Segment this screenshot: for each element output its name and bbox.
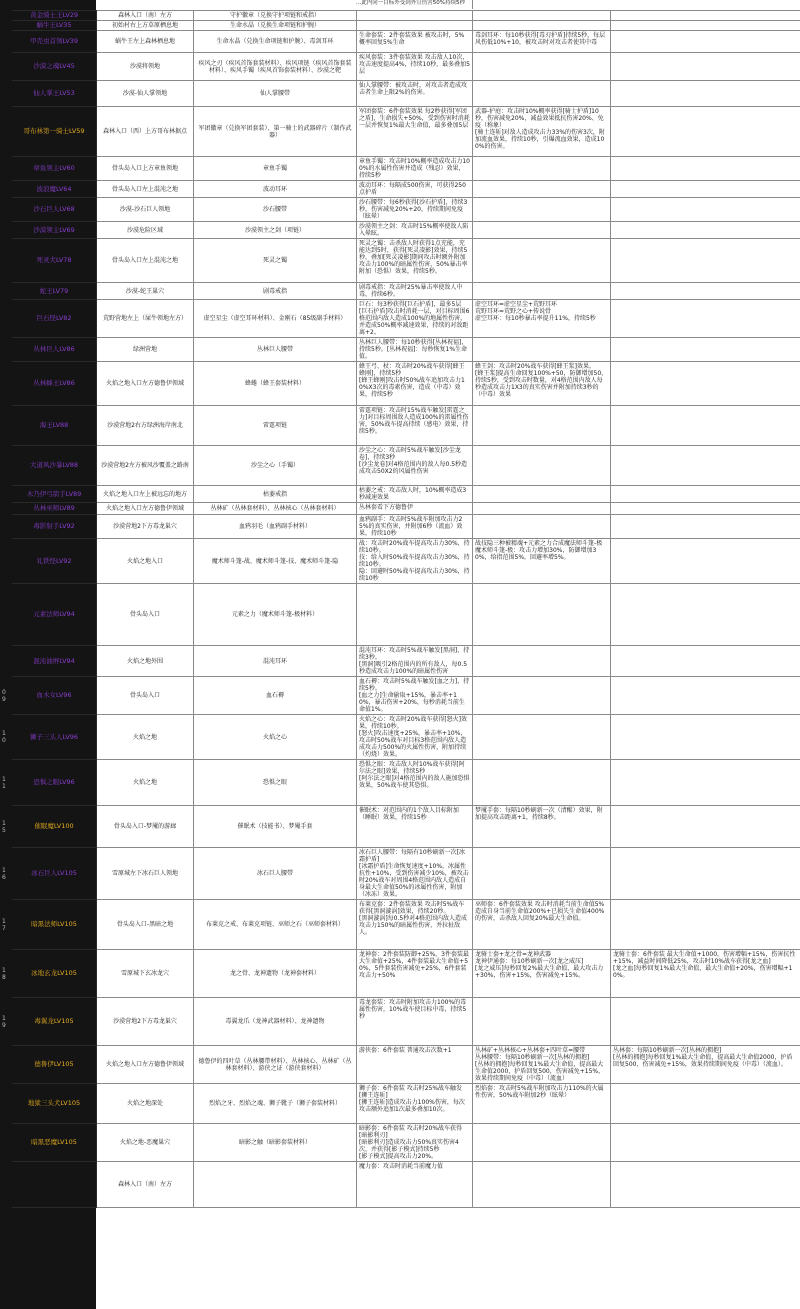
extra-effect-cell bbox=[611, 283, 800, 300]
extra-effect-cell bbox=[611, 222, 800, 239]
drop-item-cell: 血石褥 bbox=[194, 677, 357, 715]
location-cell: 沙漠-蛇王巢穴 bbox=[97, 283, 194, 300]
location-cell: 骨头岛入口左上混沌之地 bbox=[97, 181, 194, 198]
effect-cell bbox=[357, 11, 473, 21]
row-number-cell bbox=[1, 81, 12, 107]
table-row bbox=[1, 950, 800, 998]
effect-cell: 仙人掌腰带：被攻击时，对攻击者造成攻击者生命上限2%的伤害。 bbox=[357, 81, 473, 107]
effect-cell: 游侠套：6件套装 普通攻击次数+1 bbox=[357, 1046, 473, 1084]
extra-effect-cell bbox=[611, 81, 800, 107]
table-row bbox=[1, 181, 800, 198]
set-effect-cell: 梦魇手套：每隔10秒刷新一次（清醒）效果，附加提高攻击距离+1，持续8秒。 bbox=[473, 806, 611, 848]
set-effect-cell bbox=[473, 446, 611, 486]
drop-item-cell: 波动耳环 bbox=[194, 181, 357, 198]
drop-item-cell: 混沌耳环 bbox=[194, 646, 357, 677]
boss-name-cell: 催眠魔LV100 bbox=[12, 806, 97, 848]
boss-name-cell: 毒影射手LV92 bbox=[12, 515, 97, 539]
drop-item-cell: 火焰之心 bbox=[194, 715, 357, 760]
set-effect-cell bbox=[473, 646, 611, 677]
effect-cell: 疾风套装：3件套装效果 攻击敌人10次，攻击速度提高4%，持续10秒，最多叠加5层 bbox=[357, 53, 473, 81]
effect-cell: 狮子套：6件套装 攻击时25%战车触发[狮王连斩] [狮王连斩]造成攻击力100%伤害，每次攻击额外追加1次最多叠加10次。 bbox=[357, 1084, 473, 1124]
drop-item-cell: 冰石巨人腰带 bbox=[194, 848, 357, 900]
boss-name-cell: 狮子三头人LV96 bbox=[12, 715, 97, 760]
row-number-cell bbox=[1, 446, 12, 486]
effect-cell: 蜂王弓、杖：攻击时20%战车获得[蜂王蜂刚]，持续5秒 [蜂王蜂刚]攻击时50%战车追加攻击力10%X3次的毒素伤害，造成（中毒）效果，持续5秒 bbox=[357, 362, 473, 406]
set-effect-cell bbox=[473, 11, 611, 21]
table-row bbox=[1, 1084, 800, 1124]
table-row bbox=[1, 21, 800, 31]
effect-cell: 催眠术：对范围内的1个敌人目标附加（睡眠）效果，持续15秒 bbox=[357, 806, 473, 848]
location-cell: 雪原城左下冰石巨人领地 bbox=[97, 848, 194, 900]
extra-effect-cell bbox=[611, 300, 800, 338]
set-effect-cell bbox=[473, 715, 611, 760]
extra-effect-cell bbox=[611, 239, 800, 283]
boss-name-cell: 暗黑法师LV105 bbox=[12, 900, 97, 950]
extra-effect-cell bbox=[611, 31, 800, 53]
table-row bbox=[1, 53, 800, 81]
boss-name-cell: 仙人掌王LV53 bbox=[12, 81, 97, 107]
row-number-cell bbox=[1, 300, 12, 338]
location-cell: 雪原城下玄冰龙穴 bbox=[97, 950, 194, 998]
location-cell: 火焰之地外围 bbox=[97, 646, 194, 677]
table-row bbox=[1, 283, 800, 300]
row-number-cell bbox=[1, 486, 12, 503]
drop-item-cell: 蜂蜷（蜂王套装材料） bbox=[194, 362, 357, 406]
row-number-cell bbox=[1, 1124, 12, 1162]
table-row bbox=[1, 157, 800, 181]
drop-item-cell: 元素之力（魔术师斗篷-极材料） bbox=[194, 584, 357, 646]
boss-name-cell: 德鲁伊LV105 bbox=[12, 1046, 97, 1084]
drop-item-cell: 虚空星尘（虚空耳环材料）、金刚石（85级副手材料） bbox=[194, 300, 357, 338]
boss-name-cell: 冰地玄龙LV105 bbox=[12, 950, 97, 998]
drop-item-cell: 生命水晶（兑换生命项链和护腕）、毒剑耳环 bbox=[194, 31, 357, 53]
effect-cell bbox=[357, 21, 473, 31]
extra-effect-cell bbox=[611, 1084, 800, 1124]
boss-name-cell bbox=[12, 1162, 97, 1208]
extra-effect-cell bbox=[611, 584, 800, 646]
boss-name-cell: 沙漠之魂LV45 bbox=[12, 53, 97, 81]
table-row bbox=[1, 715, 800, 760]
extra-effect-cell bbox=[611, 107, 800, 157]
effect-cell: 丛林巨人腰带：每10秒获得[丛林祝福]，持续5秒。[丛林祝福]：每秒恢复1%生命值。 bbox=[357, 338, 473, 362]
extra-effect-cell: 龙骑士套：6件套装 最大生命值+1000，伤害增幅+15%，伤害抗性+15%，减益时间降低25%，攻击时10%战车获得[龙之血] [龙之血]每秒回复1%最大生命值，最大生命值+20%，伤害增幅+10%。 bbox=[611, 950, 800, 998]
drop-item-cell: 沙漠领主之剑（项链） bbox=[194, 222, 357, 239]
boss-name-cell: 黄金骑士王LV29 bbox=[12, 11, 97, 21]
drop-item-cell: 枯萎戒指 bbox=[194, 486, 357, 503]
row-number-cell: 15 bbox=[1, 806, 12, 848]
row-number-cell bbox=[1, 515, 12, 539]
location-cell: 绿洲营地 bbox=[97, 338, 194, 362]
extra-effect-cell bbox=[611, 677, 800, 715]
table-row bbox=[1, 760, 800, 806]
row-number-cell bbox=[1, 239, 12, 283]
location-cell: 荒野营地左上（屎牛领地左方） bbox=[97, 300, 194, 338]
table-row bbox=[1, 848, 800, 900]
boss-name-cell: 毒翼龙LV105 bbox=[12, 998, 97, 1046]
table-row bbox=[1, 486, 800, 503]
drop-item-cell: 毒翼龙爪（龙神武器材料）、龙神遗物 bbox=[194, 998, 357, 1046]
set-effect-cell bbox=[473, 283, 611, 300]
set-effect-cell bbox=[473, 998, 611, 1046]
extra-effect-cell bbox=[611, 715, 800, 760]
row-number-cell bbox=[1, 181, 12, 198]
effect-cell: 魔力套：攻击时消耗当前魔力值 bbox=[357, 1162, 473, 1208]
effect-cell: 沙漠领主之剑：攻击时15%概率使敌人陷入晕眩。 bbox=[357, 222, 473, 239]
effect-cell: 军团套装：6件套装效果 每2秒获得[军团之盾]，生命损失+50%，受到伤害时消耗一层并恢复1%最大生命值，最多叠加5层 bbox=[357, 107, 473, 157]
location-cell: 骨头岛入口 bbox=[97, 677, 194, 715]
row-number-cell bbox=[1, 1162, 12, 1208]
row-number-cell bbox=[1, 283, 12, 300]
drop-item-cell: 恐惧之眼 bbox=[194, 760, 357, 806]
location-cell: 火焰之地入口左方德鲁伊领域 bbox=[97, 503, 194, 515]
extra-effect-cell bbox=[611, 157, 800, 181]
boss-name-cell: 巨石怪LV82 bbox=[12, 300, 97, 338]
boss-name-cell: 礼铁怪LV92 bbox=[12, 539, 97, 584]
drop-item-cell: 生命水晶（兑换生命项链和护腕） bbox=[194, 21, 357, 31]
table-row bbox=[1, 1124, 800, 1162]
set-effect-cell bbox=[473, 1124, 611, 1162]
drop-item-cell: 烈焰之牙、烈焰之魂、狮子靴子（狮子套装材料） bbox=[194, 1084, 357, 1124]
row-number-cell bbox=[1, 157, 12, 181]
effect-cell: 毒龙套装：攻击时附加攻击力100%的毒属性伤害，10%战车使目标中毒，持续5秒 bbox=[357, 998, 473, 1046]
row-number-cell: 17 bbox=[1, 900, 12, 950]
effect-cell: 剧毒戒指：攻击时25%暴击率使敌人中毒，持续6秒。 bbox=[357, 283, 473, 300]
table-row bbox=[1, 222, 800, 239]
table-row bbox=[1, 31, 800, 53]
set-effect-cell bbox=[473, 198, 611, 222]
drop-item-cell: 暗影之触（暗影套装材料） bbox=[194, 1124, 357, 1162]
table-row bbox=[1, 81, 800, 107]
boss-name-cell: 沙漠领主LV69 bbox=[12, 222, 97, 239]
location-cell: 骨头岛入口 bbox=[97, 584, 194, 646]
extra-effect-cell bbox=[611, 198, 800, 222]
table-row bbox=[1, 677, 800, 715]
table-row bbox=[1, 900, 800, 950]
extra-effect-cell bbox=[611, 646, 800, 677]
set-effect-cell bbox=[473, 584, 611, 646]
drop-item-cell: 血鸦羽毛（血鸦副手材料） bbox=[194, 515, 357, 539]
effect-cell: 战：攻击时20%战车提高攻击力30%，持续10秒。 技：给入时50%战车提高攻击力30%，持续10秒。 隐：回避时50%战车提高攻击力30%，持续10秒 bbox=[357, 539, 473, 584]
effect-cell: 恐惧之眼：攻击敌人时10%战车获得[阿尔法之眼]效果，持续5秒 [阿尔法之眼]对4格范围内的敌人施加恐惧效果，50%战车使其恐惧。 bbox=[357, 760, 473, 806]
row-number-cell bbox=[1, 539, 12, 584]
drop-item-cell: 沙尘之心（手镯） bbox=[194, 446, 357, 486]
row-number-cell bbox=[1, 646, 12, 677]
row-number-cell: 11 bbox=[1, 760, 12, 806]
extra-effect-cell bbox=[611, 486, 800, 503]
boss-name-cell: 海王LV88 bbox=[12, 406, 97, 446]
row-number-cell bbox=[1, 31, 12, 53]
extra-effect-cell bbox=[611, 900, 800, 950]
table-row bbox=[1, 198, 800, 222]
boss-name-cell: 死灵犬LV78 bbox=[12, 239, 97, 283]
location-cell: 蜗牛王左上森林栖息地 bbox=[97, 31, 194, 53]
row-number-cell bbox=[1, 11, 12, 21]
effect-cell: 巨石：每3秒获得[巨石护盾]，最多5层 [巨石护盾]攻击时消耗一层，对目标周围6格范围内敌人造成100%的地属性伤害，并造成50%概率减速效果，持续的对敌距离+2。 bbox=[357, 300, 473, 338]
set-effect-cell bbox=[473, 222, 611, 239]
boss-name-cell: 哥布林第一骑士LV59 bbox=[12, 107, 97, 157]
boss-name-cell: 丛林巨人LV86 bbox=[12, 338, 97, 362]
effect-cell: 火焰之心：攻击时20%战车获得[怒火]效果，持续10秒。 [怒火]攻击速度+25%，暴击率+10%，攻击时50%战车对目标3格范围内敌人造成攻击力500%的火属性伤害，附加持续（灼烧）效果。 bbox=[357, 715, 473, 760]
extra-effect-cell bbox=[611, 539, 800, 584]
row-number-cell bbox=[1, 503, 12, 515]
extra-effect-cell bbox=[611, 998, 800, 1046]
drop-item-cell: 布莱克之戒、布莱克项链、巫师之石（巫师套材料） bbox=[194, 900, 357, 950]
location-cell: 火焰之地入口 bbox=[97, 539, 194, 584]
drop-item-cell: 催眠术（技能书）、梦魇手套 bbox=[194, 806, 357, 848]
boss-name-cell: 蜗牛王LV35 bbox=[12, 21, 97, 31]
boss-name-cell: 元素法师LV94 bbox=[12, 584, 97, 646]
effect-cell: 暗影套：6件套装 攻击时20%战车获得[暗影利刃] [暗影利刃]造成攻击力50%真实伤害4次，并获得[影子模式]持续5秒 [影子模式]提高攻击力20%。 bbox=[357, 1124, 473, 1162]
drop-item-cell: 魔术师斗篷-战、魔术师斗篷-技、魔术师斗篷-隐 bbox=[194, 539, 357, 584]
row-number-cell bbox=[1, 584, 12, 646]
set-effect-cell bbox=[473, 338, 611, 362]
effect-cell: 雷霆项链：攻击时15%战车触发[雷霆之力]对目标周围敌人造成100%的雷属性伤害，50%战车提高持续（感电）效果，持续5秒。 bbox=[357, 406, 473, 446]
row-number-cell: 10 bbox=[1, 715, 12, 760]
row-number-cell bbox=[1, 362, 12, 406]
location-cell: 火焰之地 bbox=[97, 760, 194, 806]
effect-cell: 枯萎之戒：攻击敌人时，10%概率造成3秒减速效果 bbox=[357, 486, 473, 503]
boss-name-cell: 血木女LV96 bbox=[12, 677, 97, 715]
location-cell: 沙漠营地2下方毒龙巢穴 bbox=[97, 515, 194, 539]
drop-item-cell: 守护徽章（兑换守护项链和戒指） bbox=[194, 11, 357, 21]
drop-item-cell: 德鲁伊的四叶草（丛林腰带材料）、丛林核心、丛林矿（丛林套材料）、游侠之证（游侠套材料） bbox=[194, 1046, 357, 1084]
row-number-cell bbox=[1, 222, 12, 239]
boss-drop-table bbox=[0, 10, 800, 1208]
extra-effect-cell bbox=[611, 446, 800, 486]
extra-effect-cell bbox=[611, 338, 800, 362]
row-number-cell bbox=[1, 1046, 12, 1084]
drop-item-cell: 雷霆项链 bbox=[194, 406, 357, 446]
extra-effect-cell bbox=[611, 515, 800, 539]
location-cell: 骨头岛入口-黑暗之地 bbox=[97, 900, 194, 950]
extra-effect-cell bbox=[611, 181, 800, 198]
table-row bbox=[1, 503, 800, 515]
location-cell: 火焰之地-恶魔巢穴 bbox=[97, 1124, 194, 1162]
table-row bbox=[1, 515, 800, 539]
boss-name-cell: 蛇王LV79 bbox=[12, 283, 97, 300]
effect-cell: 龙神套：2件套装防御+25%，3件套装最大生命值+25%，4件套装最大生命值+50%，5件套装伤害减免+25%，6件套装攻击力+50% bbox=[357, 950, 473, 998]
row-number-cell bbox=[1, 198, 12, 222]
set-effect-cell: 武器-护庭：攻击时10%概率获得[骑士护盾]10秒，伤害减免20%，减益效果抵抗伤害20%、免疫（称象） [骑士连斩]对敌人造成攻击力33%的伤害3次，附加流血效果，持续10秒，引爆流血效果，造成100%的伤害。 bbox=[473, 107, 611, 157]
drop-item-cell: 军团徽章（兑换军团套装）、第一骑士的武器碎片（制作武器） bbox=[194, 107, 357, 157]
extra-effect-cell bbox=[611, 1162, 800, 1208]
set-effect-cell: 巫师套：6件套装效果 攻击时消耗当前生命值5%造成自身当前生命值200%+已损失生命值400%的伤害，击杀敌人回复20%最大生命值。 bbox=[473, 900, 611, 950]
set-effect-cell: 毒剑耳环：每10秒获得[毒刃护盾]持续5秒，每层风伤低10%+10，被攻击时对攻击者使其中毒 bbox=[473, 31, 611, 53]
location-cell: 沙漠-仙人掌领地 bbox=[97, 81, 194, 107]
effect-cell: 冰石巨人腰带：每隔有10秒刷新一次[冰霜护盾] [冰霜护盾]生命恢复速度+10%，冰属性抗性+10%，受到伤害减少10%，被攻击时20%战车对周围4格范围内敌人造成自身最大生命值50%的冰属性伤害，附加（冰冻）效果。 bbox=[357, 848, 473, 900]
effect-cell: 布莱克套：2件套装效果 攻击时5%战车获得[黑洞漩涡]效果，持续20秒。 [黑洞漩涡]每0.5秒对4格范围内敌人造成攻击力150%的暗属性伤害，并拉扯敌人。 bbox=[357, 900, 473, 950]
effect-cell bbox=[357, 584, 473, 646]
effect-cell: 章鱼手镯：攻击时10%概率造成攻击力100%的水属性伤害并造成（残忍）效果，持续5秒 bbox=[357, 157, 473, 181]
location-cell: 沙漠营地2下方毒龙巢穴 bbox=[97, 998, 194, 1046]
drop-item-cell: 疾风之刃（疾风首饰套装材料）、疾风项链（疾风首饰套装材料）、疾风手镯（疾风首饰套装材料）、沙漠之靶 bbox=[194, 53, 357, 81]
set-effect-cell bbox=[473, 677, 611, 715]
location-cell: 火焰之地 bbox=[97, 715, 194, 760]
top-cut-fragment: ...此内同一目标外受到外宣伤害50%持续5秒 bbox=[356, 0, 473, 9]
extra-effect-cell bbox=[611, 53, 800, 81]
boss-name-cell: 冰石巨人LV105 bbox=[12, 848, 97, 900]
row-number-cell bbox=[1, 406, 12, 446]
set-effect-cell bbox=[473, 486, 611, 503]
drop-item-cell: 剧毒戒指 bbox=[194, 283, 357, 300]
row-number-cell: 16 bbox=[1, 848, 12, 900]
location-cell: 火焰之地入口左方德鲁伊领域 bbox=[97, 1046, 194, 1084]
boss-name-cell: 波浪魔LV64 bbox=[12, 181, 97, 198]
location-cell: 骨头岛入口上方章鱼领地 bbox=[97, 157, 194, 181]
location-cell: 初始村右上方草原栖息地 bbox=[97, 21, 194, 31]
effect-cell: 沙尘之心：攻击时5%战车触发[沙尘龙卷]，持续3秒 [沙尘龙卷]对4格范围内的敌人每0.5秒造成攻击50X2的风属性伤害 bbox=[357, 446, 473, 486]
boss-name-cell: 地狱三头犬LV105 bbox=[12, 1084, 97, 1124]
effect-cell: 沙石腰带：每6秒获得[沙石护盾]，持续3秒，伤害减免20%+20，持续期间免疫（眩晕） bbox=[357, 198, 473, 222]
drop-item-cell: 龙之骨、龙神遗物（龙神套材料） bbox=[194, 950, 357, 998]
location-cell: 森林入口（南）左方 bbox=[97, 11, 194, 21]
location-cell: 沙漠危险区域 bbox=[97, 222, 194, 239]
row-number-cell: 18 bbox=[1, 950, 12, 998]
location-cell: 森林入口（西）上方哥布林据点 bbox=[97, 107, 194, 157]
table-row bbox=[1, 406, 800, 446]
row-number-cell bbox=[1, 21, 12, 31]
set-effect-cell bbox=[473, 1162, 611, 1208]
drop-item-cell: 章鱼手镯 bbox=[194, 157, 357, 181]
extra-effect-cell bbox=[611, 806, 800, 848]
boss-name-cell: 暗黑恶魔LV105 bbox=[12, 1124, 97, 1162]
extra-effect-cell bbox=[611, 1124, 800, 1162]
effect-cell: 生命套装：2件套装效果 被攻击时，5%概率回复5%生命 bbox=[357, 31, 473, 53]
table-row bbox=[1, 107, 800, 157]
effect-cell: 混沌耳环：攻击时5%战车触发[黑洞]，持续3秒。 [黑洞]吸引2格范围内的所有敌人，每0.5秒造成攻击力100%的暗属性伤害 bbox=[357, 646, 473, 677]
set-effect-cell bbox=[473, 181, 611, 198]
boss-name-cell: 恐惧之眼LV96 bbox=[12, 760, 97, 806]
table-row bbox=[1, 646, 800, 677]
effect-cell: 血鸦副手：攻击时5%战车附加攻击力25%的真实伤害，并附加6秒（流血）效果，持续10秒 bbox=[357, 515, 473, 539]
boss-name-cell: 丛林蜂王LV86 bbox=[12, 362, 97, 406]
location-cell: 火焰之地入口左上被远忘的地方 bbox=[97, 486, 194, 503]
extra-effect-cell bbox=[611, 11, 800, 21]
table-row bbox=[1, 446, 800, 486]
table-row bbox=[1, 584, 800, 646]
table-row bbox=[1, 338, 800, 362]
boss-name-cell: 沙石巨人LV68 bbox=[12, 198, 97, 222]
boss-name-cell: 甲壳虫首领LV39 bbox=[12, 31, 97, 53]
row-number-cell bbox=[1, 1084, 12, 1124]
table-row bbox=[1, 539, 800, 584]
drop-item-cell bbox=[194, 1162, 357, 1208]
set-effect-cell bbox=[473, 848, 611, 900]
set-effect-cell: 虚空耳环=虚空星尘+荒野耳环 荒野耳环=荒野之心+传说骨 虚空耳环：每10秒暴击率提升11%，持续5秒 bbox=[473, 300, 611, 338]
drop-item-cell: 丛林矿（丛林套材料）、丛林核心（丛林套材料） bbox=[194, 503, 357, 515]
extra-effect-cell bbox=[611, 362, 800, 406]
location-cell: 沙漠将领地 bbox=[97, 53, 194, 81]
set-effect-cell: 蜂王剑：攻击时20%战车获得[蜂王浆]效果。 [蜂王浆]提高生命回复100%+50，防御增加50，持续5秒，受到攻击时数量，对4格范围内敌人每秒造成攻击力1X3的真实伤害并附加持续3秒的（中毒）效果 bbox=[473, 362, 611, 406]
set-effect-cell bbox=[473, 239, 611, 283]
drop-item-cell: 丛林巨人腰带 bbox=[194, 338, 357, 362]
set-effect-cell bbox=[473, 21, 611, 31]
location-cell: 沙漠-沙石巨人领地 bbox=[97, 198, 194, 222]
table-row bbox=[1, 362, 800, 406]
extra-effect-cell bbox=[611, 760, 800, 806]
row-number-cell bbox=[1, 107, 12, 157]
row-number-cell: 19 bbox=[1, 998, 12, 1046]
location-cell: 沙漠营地2左方被风沙覆盖之路南 bbox=[97, 446, 194, 486]
set-effect-cell bbox=[473, 81, 611, 107]
set-effect-cell bbox=[473, 515, 611, 539]
set-effect-cell: 烈焰套：攻击时5%战车附加攻击力110%的火属性伤害，50%战车附加2秒（眩晕） bbox=[473, 1084, 611, 1124]
table-row bbox=[1, 1046, 800, 1084]
drop-item-cell: 沙石腰带 bbox=[194, 198, 357, 222]
table-row bbox=[1, 998, 800, 1046]
set-effect-cell bbox=[473, 53, 611, 81]
effect-cell: 死灵之镯：击杀敌人时获得1点充能，充能达到5时，获得[死灵凌影]效果，持续5秒，叠加[死灵凌影]期间攻击时额外附加攻击力100%的暗属性伤害，50%暴击率附加（恐惧）效果，持续5秒。 bbox=[357, 239, 473, 283]
set-effect-cell bbox=[473, 157, 611, 181]
table-row bbox=[1, 239, 800, 283]
boss-name-cell: 大道风沙暴LV88 bbox=[12, 446, 97, 486]
location-cell: 火焰之地深处 bbox=[97, 1084, 194, 1124]
table-row bbox=[1, 1162, 800, 1208]
boss-name-cell: 混沌油屏LV94 bbox=[12, 646, 97, 677]
location-cell: 沙漠营地2右方绿洲海岸南北 bbox=[97, 406, 194, 446]
set-effect-cell bbox=[473, 406, 611, 446]
drop-item-cell: 死灵之镯 bbox=[194, 239, 357, 283]
row-number-cell bbox=[1, 53, 12, 81]
extra-effect-cell bbox=[611, 21, 800, 31]
effect-cell: 丛林套看下方德鲁伊 bbox=[357, 503, 473, 515]
effect-cell: 血石褥：攻击时5%战车触发[血之力]，持续5秒。 [血之力]生命偷取+15%，暴击率+10%，暴击伤害+20%，每秒消耗当前生命值1%。 bbox=[357, 677, 473, 715]
location-cell: 骨头岛入口左上混沌之地 bbox=[97, 239, 194, 283]
boss-name-cell: 丛林巫师LV89 bbox=[12, 503, 97, 515]
extra-effect-cell bbox=[611, 406, 800, 446]
effect-cell: 波动耳环：每隔成500伤害，可获得250点护盾 bbox=[357, 181, 473, 198]
extra-effect-cell: 丛林套：每隔10秒刷新一次[丛林的拥抱] [丛林的拥抱]每秒回复1%最大生命值，提高最大生命值2000，护盾回复500，伤害减免+15%，效果持续期间免疫（中毒）（流血）。 bbox=[611, 1046, 800, 1084]
boss-name-cell: 章鱼领主LV60 bbox=[12, 157, 97, 181]
table-row bbox=[1, 300, 800, 338]
extra-effect-cell bbox=[611, 503, 800, 515]
extra-effect-cell bbox=[611, 848, 800, 900]
table-row bbox=[1, 806, 800, 848]
drop-item-cell: 仙人掌腰带 bbox=[194, 81, 357, 107]
location-cell: 森林入口（南）左方 bbox=[97, 1162, 194, 1208]
location-cell: 火焰之地入口左方德鲁伊领域 bbox=[97, 362, 194, 406]
location-cell: 骨头岛入口-梦魇的游廊 bbox=[97, 806, 194, 848]
set-effect-cell: 丛林矿+丛林核心+丛林套+四叶草=腰带 丛林腰带：每隔10秒刷新一次[丛林的拥抱] [丛林的拥抱]每秒回复1%最大生命值，提高最大生命值2000，护盾回复500，伤害减免+15%，效果持续期间免疫（中毒）（流血） bbox=[473, 1046, 611, 1084]
set-effect-cell: 战技隐三种被精魂+元素之力合成魔法师斗篷-极 魔术师斗篷-极：攻击力增加30%，防御增加30%，给指范围5%，回避率增5%。 bbox=[473, 539, 611, 584]
set-effect-cell bbox=[473, 760, 611, 806]
set-effect-cell bbox=[473, 503, 611, 515]
row-number-cell bbox=[1, 338, 12, 362]
set-effect-cell: 龙骑士套+龙之骨=龙神武器 龙神伊通套：每10秒刷新一次[龙之威压] [龙之威压]每秒回复2%最大生命值，最大攻击力+30%，伤害+15%，伤害减免+15%。 bbox=[473, 950, 611, 998]
boss-name-cell: 木乃伊弓箭手LV89 bbox=[12, 486, 97, 503]
row-number-cell: 09 bbox=[1, 677, 12, 715]
table-row bbox=[1, 11, 800, 21]
